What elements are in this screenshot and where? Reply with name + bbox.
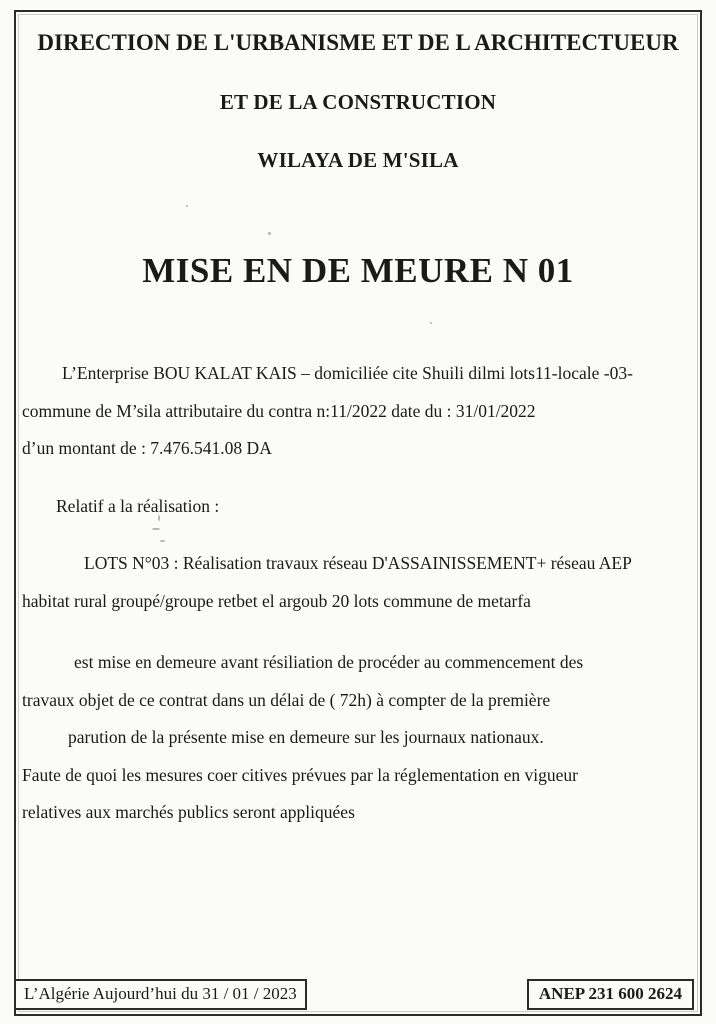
header-line-3: WILAYA DE M'SILA <box>257 148 459 172</box>
faute-line-2: relatives aux marchés publics seront appliquées <box>22 802 355 822</box>
demeure-line-1: est mise en demeure avant résiliation de procéder au commencement des <box>74 652 584 672</box>
paragraph-relatif <box>22 495 694 516</box>
enterprise-line-2: commune de M’sila attributaire du contra n:11/2022 date du : 31/01/2022 <box>22 400 536 421</box>
document-footer <box>22 980 694 1010</box>
paragraph-lots <box>22 555 694 610</box>
lots-line-2: habitat rural groupé/groupe retbet el argoub 20 lots commune de metarfa <box>22 590 531 611</box>
faute-line-1: Faute de quoi les mesures coer citives prévues par la réglementation en vigueur <box>22 764 578 785</box>
anep-box: ANEP 231 600 2624 <box>527 979 694 1010</box>
document-title: MISE EN DE MEURE N 01 <box>142 251 574 290</box>
demeure-line-3: parution de la présente mise en demeure sur les journaux nationaux. <box>68 727 544 747</box>
paragraph-mise-en-demeure <box>22 654 694 747</box>
publication-box: L’Algérie Aujourd’hui du 31 / 01 / 2023 <box>14 979 307 1010</box>
enterprise-line-3: d’un montant de : 7.476.541.08 DA <box>22 438 272 458</box>
enterprise-line-1: L’Enterprise BOU KALAT KAIS – domiciliée cite Shuili dilmi lots11-locale -03- <box>62 363 633 383</box>
paragraph-enterprise <box>22 365 694 458</box>
lots-line-1: LOTS N°03 : Réalisation travaux réseau D'ASSAINISSEMENT+ réseau AEP <box>84 553 632 573</box>
paragraph-faute <box>22 764 694 822</box>
document-body <box>22 365 694 822</box>
demeure-line-2: travaux objet de ce contrat dans un délai de ( 72h) à compter de la première <box>22 689 551 710</box>
header-line-1: DIRECTION DE L'URBANISME ET DE L ARCHITECTUEUR <box>37 30 679 55</box>
relatif-line-1: Relatif a la réalisation : <box>56 495 220 516</box>
document-content <box>22 16 694 1010</box>
header-line-2: ET DE LA CONSTRUCTION <box>219 90 497 114</box>
